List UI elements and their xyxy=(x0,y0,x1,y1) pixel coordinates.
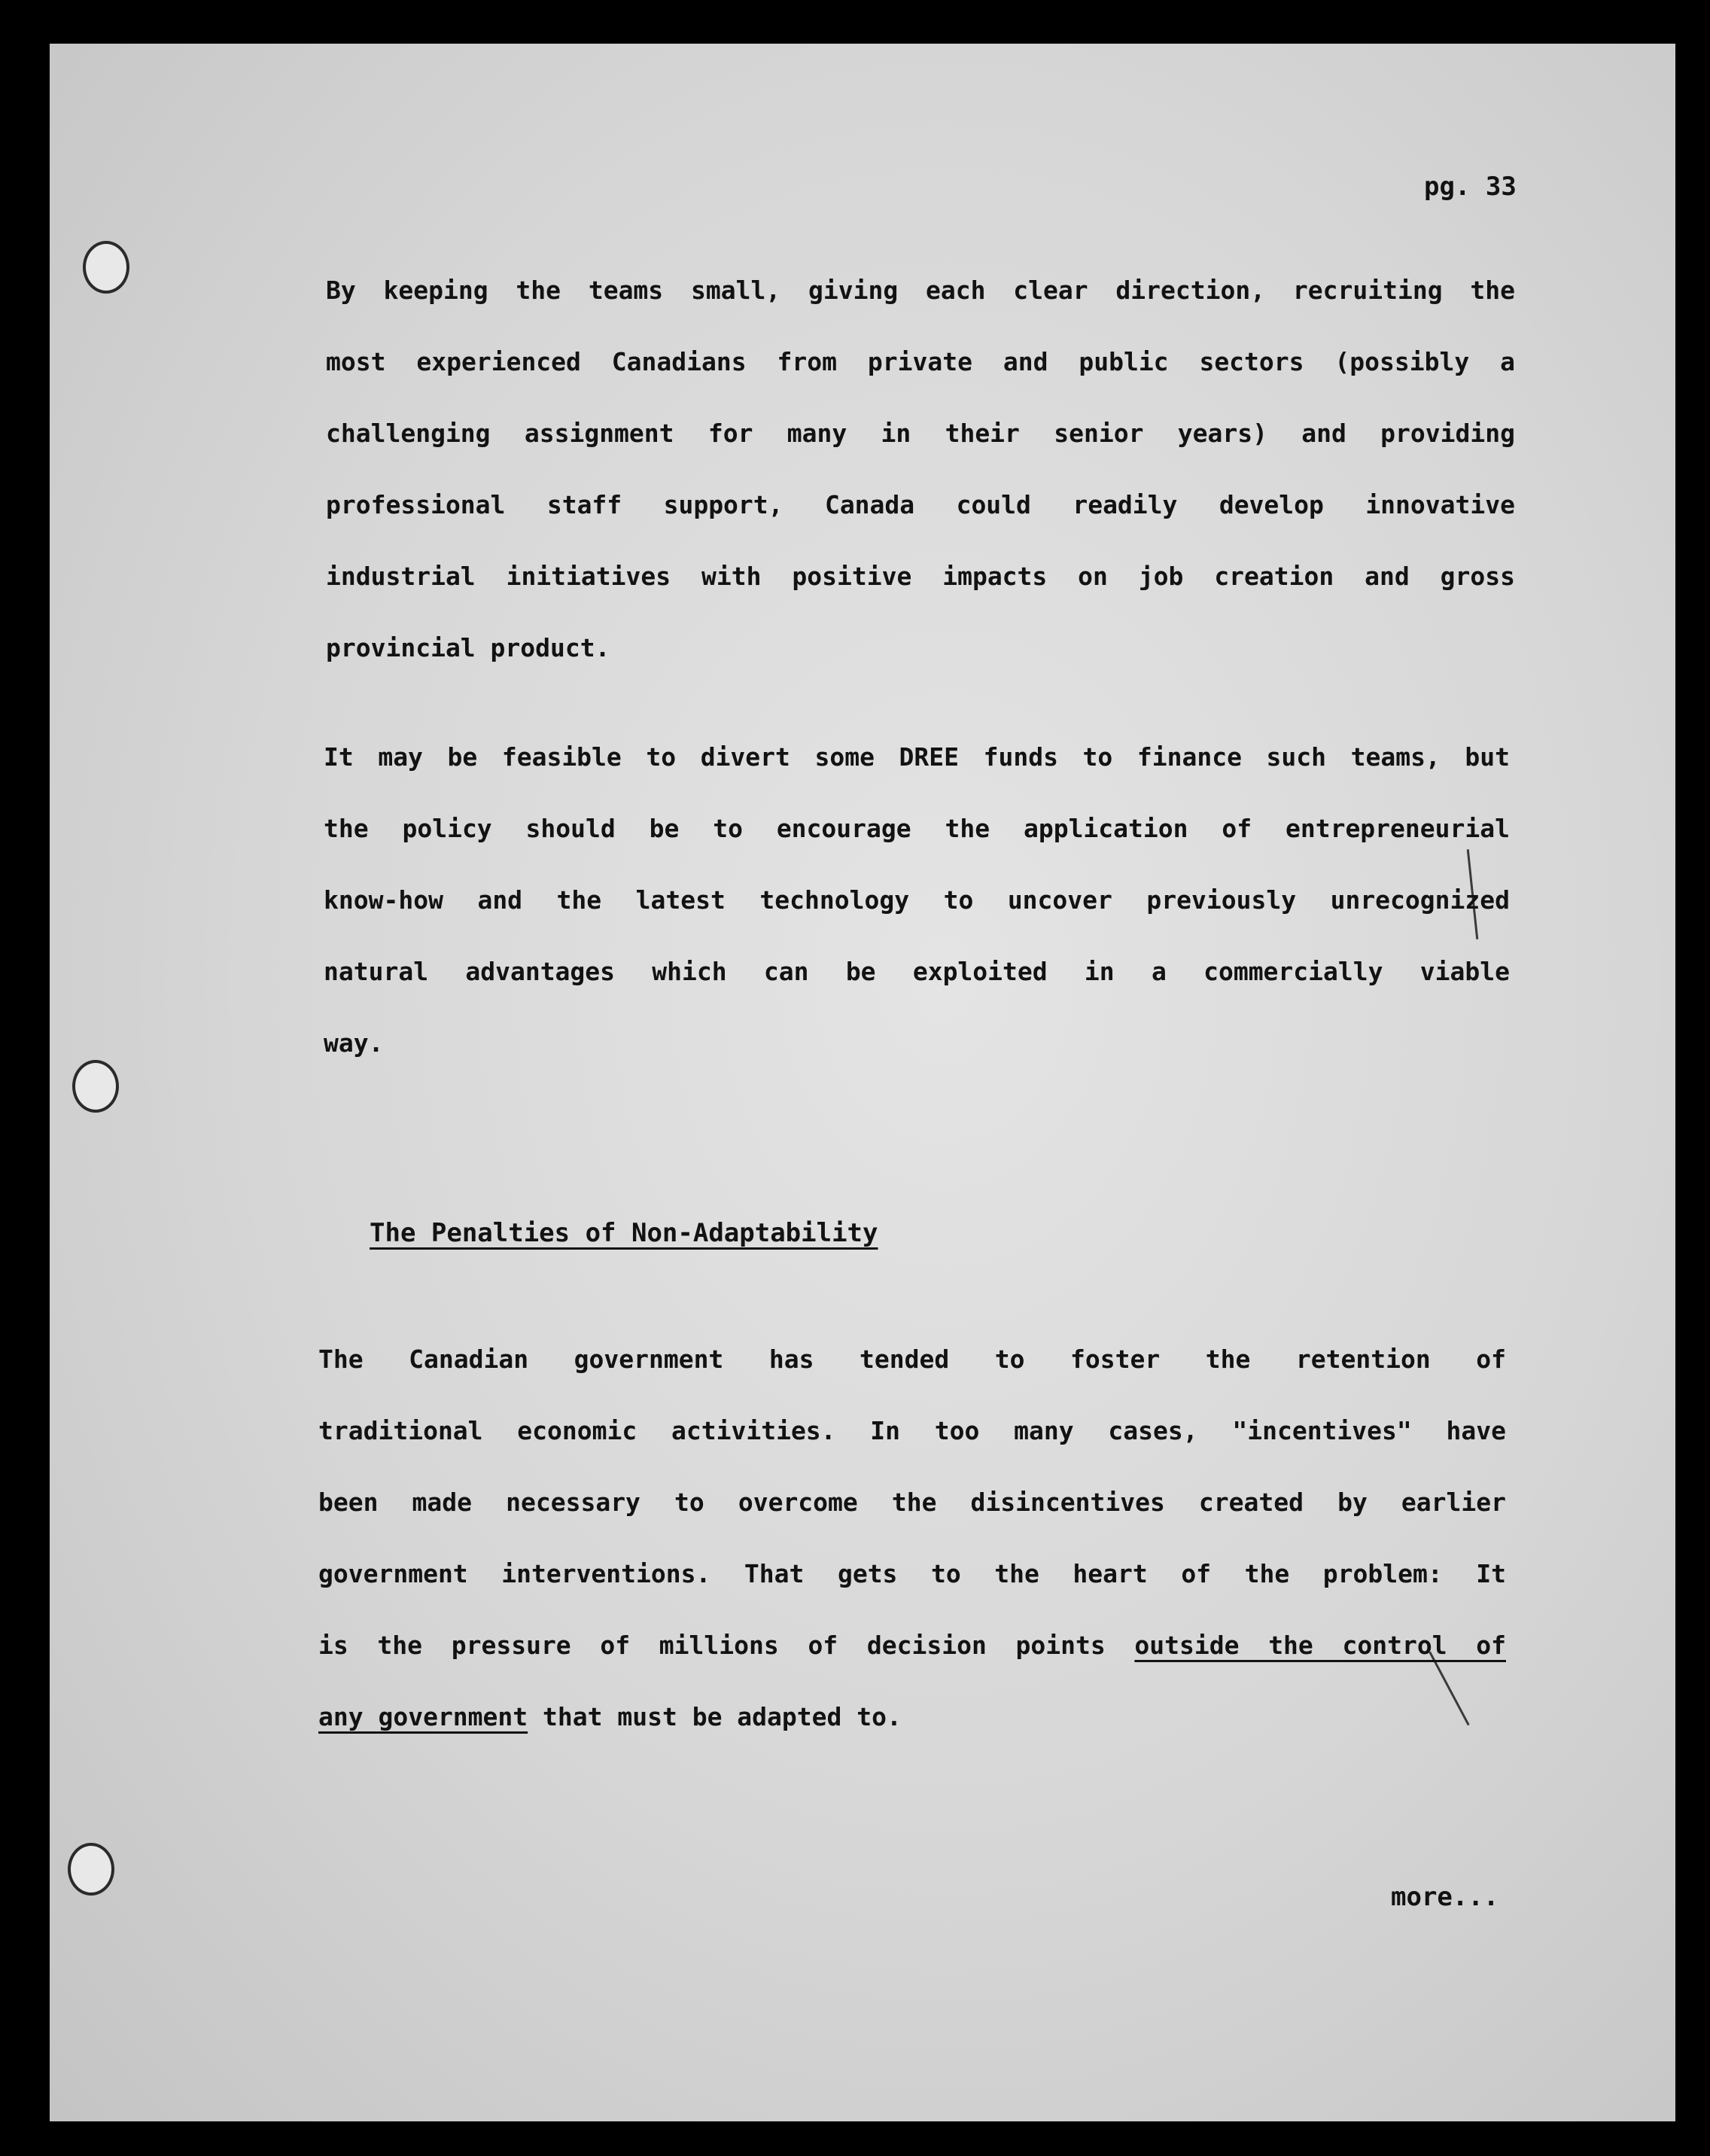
paragraph-line: government interventions. That gets to the heart of the problem: It xyxy=(318,1559,1506,1588)
underlined-phrase: outside the control of xyxy=(1134,1631,1506,1660)
paragraph-line: natural advantages which can be exploited in a commercially viable xyxy=(324,957,1510,986)
paragraph-line: industrial initiatives with positive impacts on job creation and gross xyxy=(326,562,1515,591)
continued-marker: more... xyxy=(1391,1882,1499,1912)
paragraph-1 xyxy=(326,254,1515,684)
paragraph-2 xyxy=(324,721,1510,1079)
punch-hole-top xyxy=(83,241,129,294)
paragraph-line: know-how and the latest technology to uncover previously unrecognized xyxy=(324,885,1510,915)
document-page xyxy=(50,44,1675,2121)
page-number: pg. 33 xyxy=(1424,172,1517,202)
paragraph-line: professional staff support, Canada could readily develop innovative xyxy=(326,490,1515,519)
paragraph-line: way. xyxy=(324,1028,384,1058)
punch-hole-bottom xyxy=(68,1843,114,1896)
paragraph-line: traditional economic activities. In too many cases, "incentives" have xyxy=(318,1416,1506,1445)
paragraph-line: By keeping the teams small, giving each clear direction, recruiting the xyxy=(326,276,1515,305)
paragraph-line: the policy should be to encourage the application of entrepreneurial xyxy=(324,814,1510,843)
paragraph-line: It may be feasible to divert some DREE funds to finance such teams, but xyxy=(324,742,1510,772)
line-text: is the pressure of millions of decision points xyxy=(318,1631,1135,1660)
paragraph-line: been made necessary to overcome the disincentives created by earlier xyxy=(318,1488,1506,1517)
paragraph-line: most experienced Canadians from private and public sectors (possibly a xyxy=(326,347,1515,376)
paragraph-line: provincial product. xyxy=(326,633,610,662)
paragraph-line xyxy=(318,1681,1506,1753)
paragraph-line xyxy=(318,1609,1506,1681)
paragraph-line: challenging assignment for many in their senior years) and providing xyxy=(326,419,1515,448)
paragraph-3 xyxy=(318,1323,1506,1753)
punch-hole-middle xyxy=(72,1060,119,1113)
section-heading: The Penalties of Non-Adaptability xyxy=(370,1218,878,1248)
paragraph-line: The Canadian government has tended to foster the retention of xyxy=(318,1344,1506,1374)
line-text: that must be adapted to. xyxy=(528,1702,902,1731)
underlined-phrase: any government xyxy=(318,1702,528,1731)
